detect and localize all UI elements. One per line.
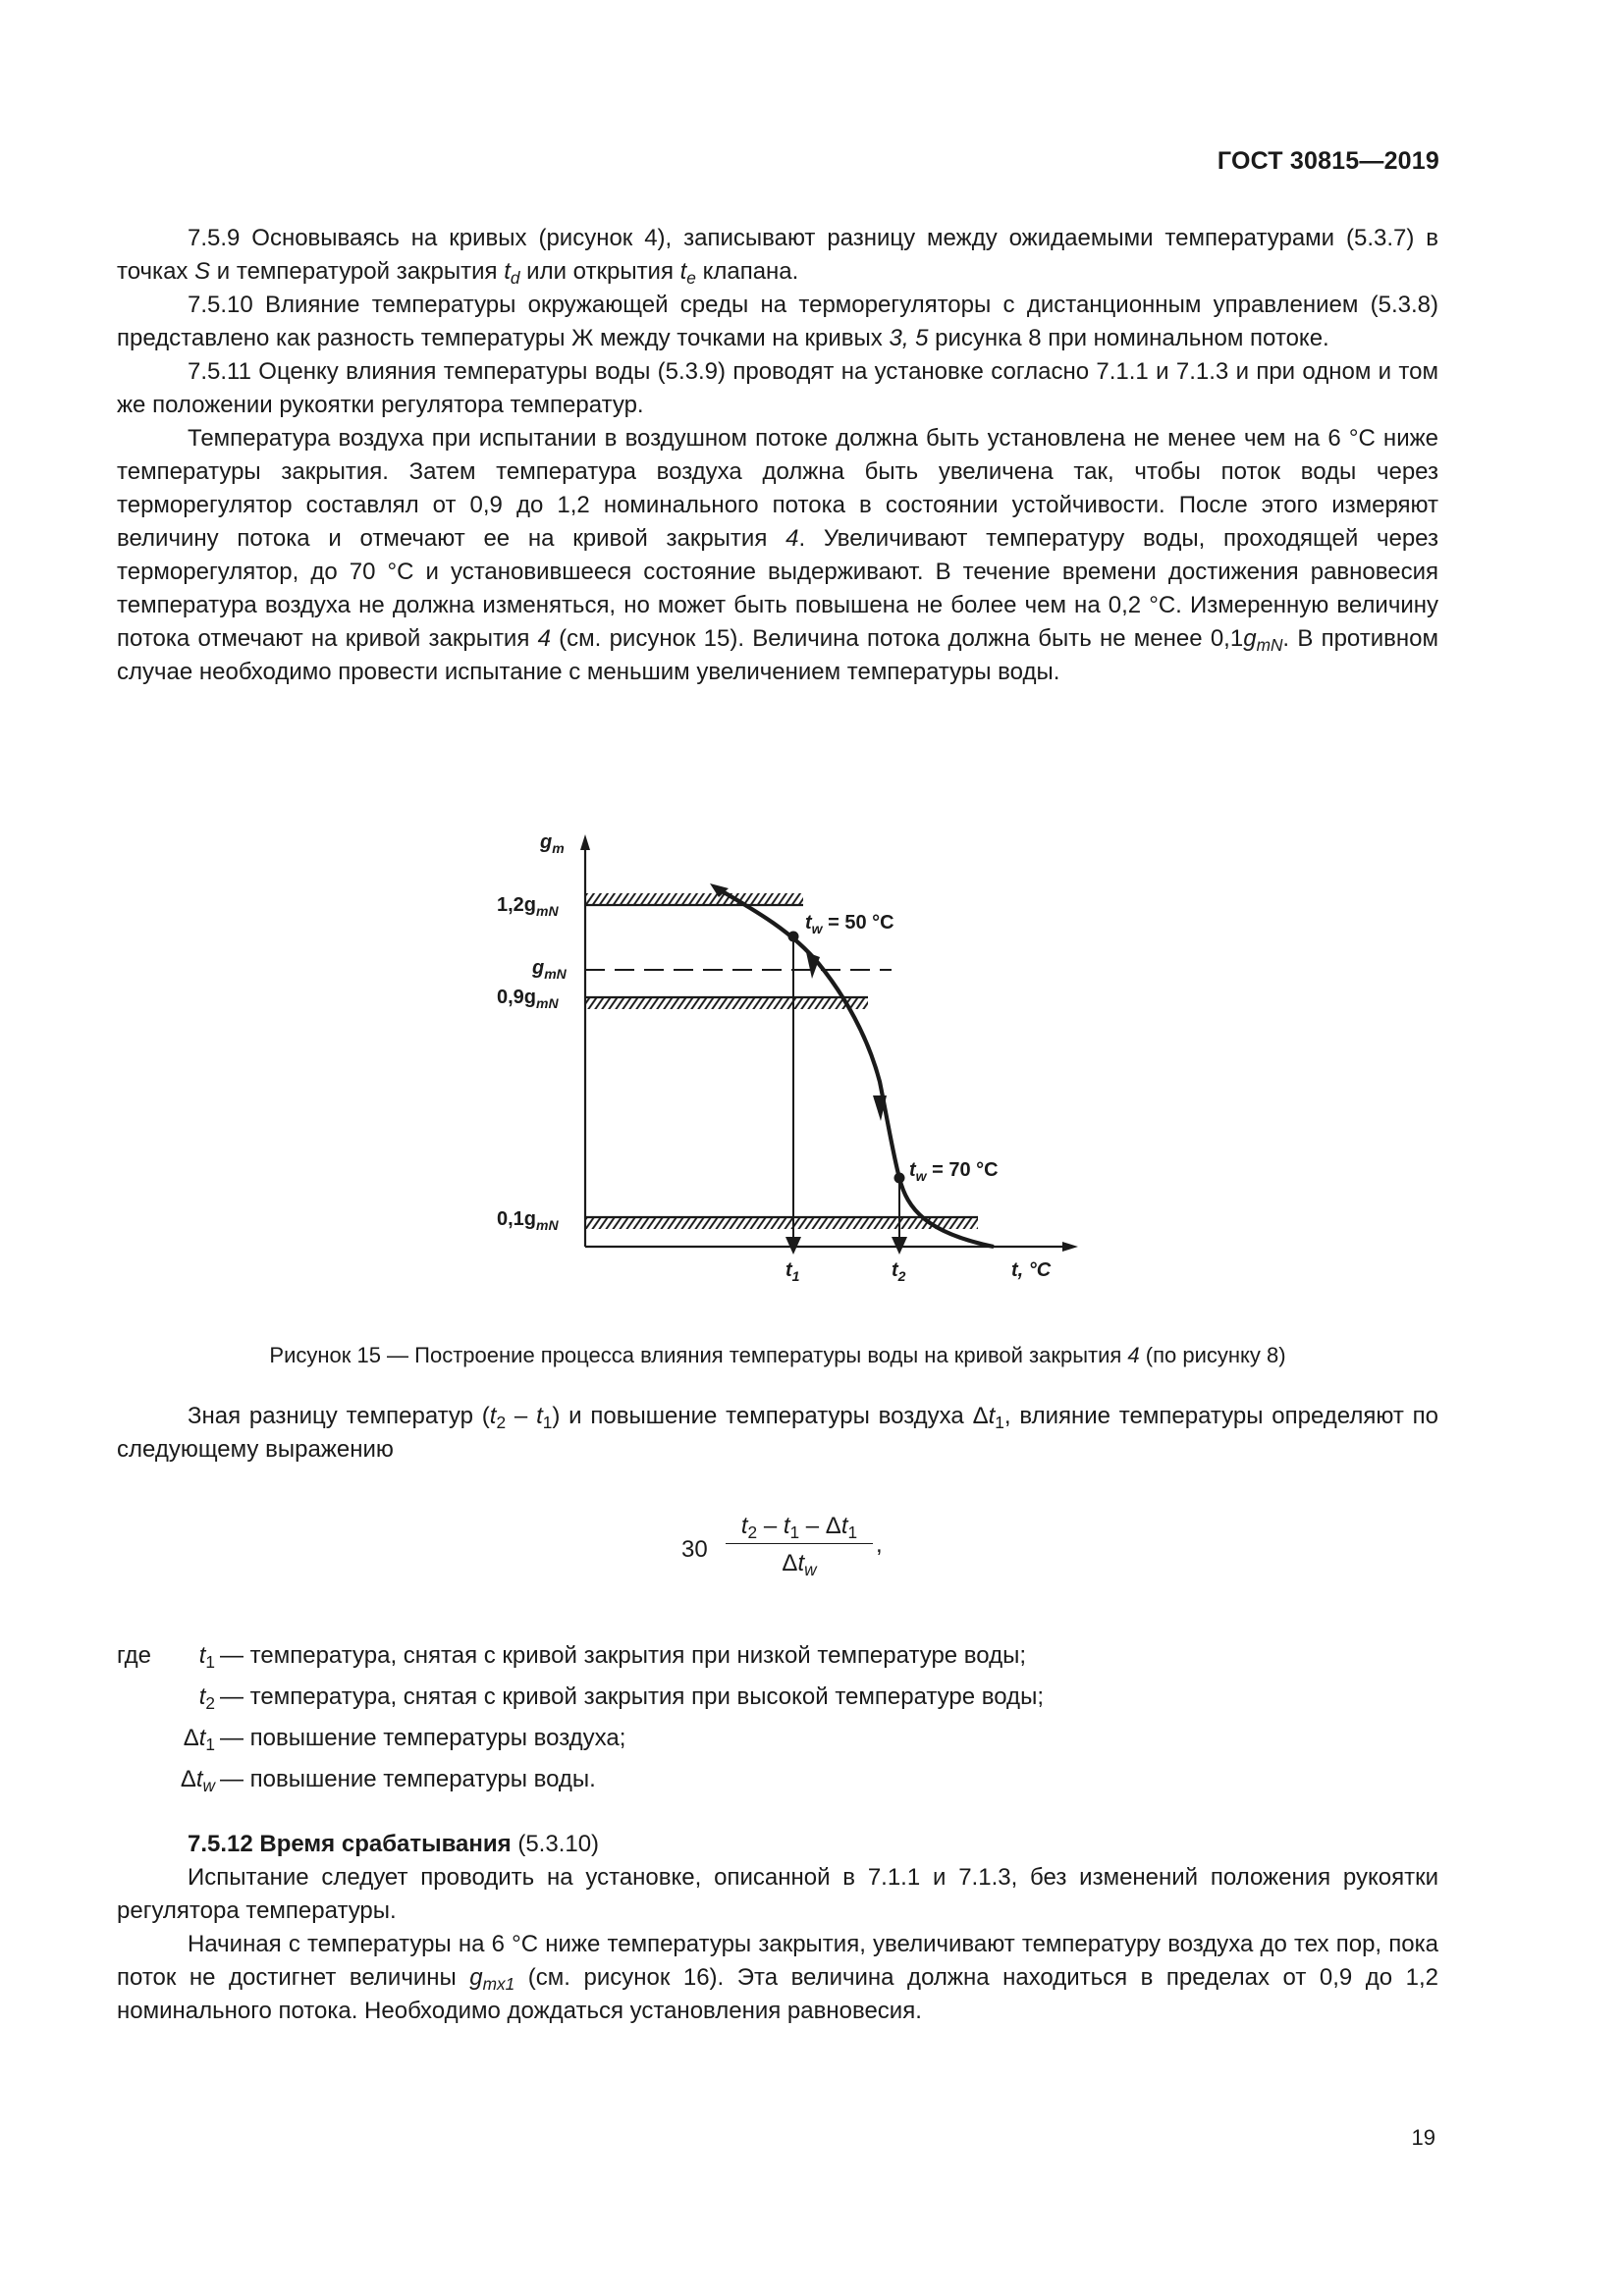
closing-curve-diagram (461, 815, 1090, 1296)
formula-numerator: $t_2 - t_1 - \Delta t_1$ (726, 1510, 873, 1544)
page-number: 19 (1411, 2125, 1435, 2150)
level-label-1-2: $1,2g_{mN}$ (497, 894, 559, 919)
hatch-0-1 (585, 1217, 978, 1229)
formula-fraction (726, 1510, 873, 1580)
paragraph-7-5-12-setup: Испытание следует проводить на установке, описанной в 7.1.1 и 7.1.3, без изменений положения рукоятки регулятора температуры. (117, 1864, 1438, 1924)
legend-symbol: $t_1$ (198, 1642, 215, 1673)
paragraph-7-5-10: 7.5.10 Влияние температуры окружающей среды на терморегуляторы с дистанционным управлением (5.3.8) представлено как разность температуры Ж между точками на кривых 3, 5 рисунка 8 при номинальном потоке. (117, 292, 1438, 351)
legend-symbol: $\Delta t_w$ (180, 1766, 215, 1796)
level-label-0-9: $0,9g_{mN}$ (497, 987, 559, 1011)
y-axis-arrow-icon (580, 834, 590, 850)
legend-description: — температура, снятая с кривой закрытия при высокой температуре воды; (220, 1683, 1044, 1710)
hatch-0-9 (585, 997, 868, 1009)
formula-coefficient: 30 (681, 1536, 708, 1563)
legend-row (117, 1722, 1438, 1755)
hatch-1-2 (585, 893, 803, 905)
page-header: ГОСТ 30815—2019 (1217, 147, 1439, 175)
level-label-0-1: $0,1g_{mN}$ (497, 1208, 559, 1233)
paragraph-7-5-11: 7.5.11 Оценку влияния температуры воды (5.3.9) проводят на установке согласно 7.1.1 и 7.1.3 и при одном и том же положении рукоятки регулятора температур. (117, 358, 1438, 418)
section-7-5-12 (117, 1828, 1438, 2028)
legend-row (117, 1681, 1438, 1714)
point-label-tw-70: $t_w = 70$ °C (909, 1159, 999, 1184)
point-label-tw-50: $t_w = 50$ °C (805, 912, 894, 936)
legend-symbol: $t_2$ (198, 1683, 215, 1714)
x-tick-t1: $t_1$ (785, 1259, 800, 1284)
legend-description: — повышение температуры воды. (220, 1766, 596, 1792)
x-tick-t2: $t_2$ (892, 1259, 906, 1284)
legend-row (117, 1763, 1438, 1796)
legend-symbol: $\Delta t_1$ (183, 1725, 215, 1755)
paragraph-air-temperature: Температура воздуха при испытании в воздушном потоке должна быть установлена не менее чем на 6 °C ниже температуры закрытия. Затем температура воздуха должна быть увеличена так, чтобы поток воды через терморегулятор составлял от 0,9 до 1,2 номинального потока в состоянии устойчивости. После этого измеряют величину потока и отмечают ее на кривой закрытия 4. Увеличивают температуру воды, проходящей через терморегулятор, до 70 °C и установившееся состояние выдерживают. В течение времени достижения равновесия температура воздуха не должна изменяться, но может быть повышена не более чем на 0,2 °C. Измеренную величину потока отмечают на кривой закрытия 4 (см. рисунок 15). Величина потока должна быть не менее $0,1g_{mN}$. В противном случае необходимо провести испытание с меньшим увеличением температуры воды. (117, 425, 1438, 685)
y-axis-label: $g_m$ (540, 831, 565, 856)
paragraph-7-5-9: 7.5.9 Основываясь на кривых (рисунок 4), записывают разницу между ожидаемыми температурами (5.3.7) в точках S и температурой закрытия $t_d$ или открытия $t_e$ клапана. (117, 225, 1438, 289)
paragraph-temperature-difference: Зная разницу температур $(t_2 - t_1)$ и повышение температуры воздуха $\Delta t_1$, влияние температуры определяют по следующему выражению (117, 1403, 1438, 1463)
body-text-upper (117, 222, 1438, 689)
figure-caption: Рисунок 15 — Построение процесса влияния температуры воды на кривой закрытия 4 (по рисунку 8) (269, 1343, 1286, 1367)
legend-where: где (117, 1642, 152, 1669)
level-label-nominal: $g_{mN}$ (532, 957, 567, 982)
paragraph-7-5-12-procedure: Начиная с температуры на 6 °C ниже температуры закрытия, увеличивают температуру воздуха до тех пор, пока поток не достигнет величины $g_{mx1}$ (см. рисунок 16). Эта величина должна находиться в пределах от 0,9 до 1,2 номинального потока. Необходимо дождаться установления равновесия. (117, 1931, 1438, 2024)
formula-comma: , (876, 1531, 883, 1558)
x-axis-arrow-icon (1062, 1242, 1078, 1252)
section-heading: 7.5.12 Время срабатывания (5.3.10) (188, 1831, 600, 1857)
closing-curve-4 (719, 889, 994, 1247)
figure-15 (461, 815, 1090, 1296)
formula-denominator: $\Delta t_w$ (782, 1550, 817, 1580)
legend-row (117, 1639, 1438, 1673)
body-text-formula-intro (117, 1400, 1438, 1467)
point-tw-70 (894, 1173, 905, 1184)
legend-description: — температура, снятая с кривой закрытия при низкой температуре воды; (220, 1642, 1027, 1669)
legend-description: — повышение температуры воздуха; (220, 1725, 626, 1751)
x-axis-label: t, °C (1011, 1259, 1052, 1281)
point-tw-50 (788, 932, 799, 942)
